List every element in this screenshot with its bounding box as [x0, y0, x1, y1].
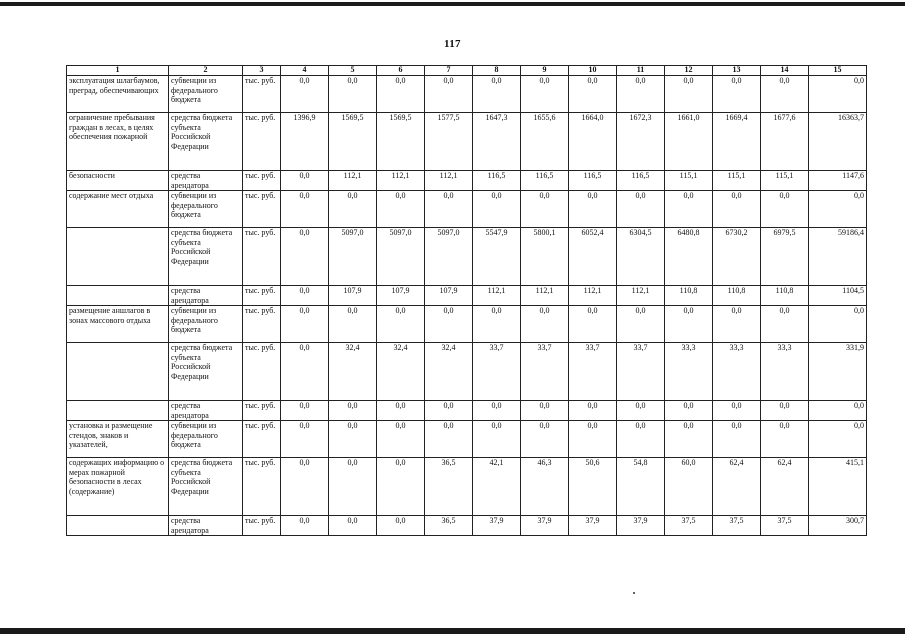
year-value-cell: 115,1 — [713, 171, 761, 191]
year-value-cell: 0,0 — [329, 516, 377, 536]
year-value-cell: 116,5 — [617, 171, 665, 191]
year-value-cell: 107,9 — [425, 286, 473, 306]
funding-source-cell: субвенции из федерального бюджета — [169, 191, 243, 228]
year-value-cell: 0,0 — [761, 76, 809, 113]
year-value-cell: 112,1 — [617, 286, 665, 306]
year-value-cell: 1677,6 — [761, 113, 809, 171]
year-value-cell: 60,0 — [665, 458, 713, 516]
year-value-cell: 112,1 — [329, 171, 377, 191]
table-row — [67, 421, 867, 458]
year-value-cell: 0,0 — [329, 421, 377, 458]
year-value-cell: 0,0 — [569, 191, 617, 228]
year-value-cell: 0,0 — [473, 421, 521, 458]
table-row — [67, 458, 867, 516]
column-number-header: 7 — [425, 66, 473, 76]
column-number-header: 1 — [67, 66, 169, 76]
column-number-header: 13 — [713, 66, 761, 76]
year-value-cell: 0,0 — [665, 421, 713, 458]
year-value-cell: 0,0 — [377, 191, 425, 228]
year-value-cell: 0,0 — [425, 76, 473, 113]
year-value-cell: 112,1 — [425, 171, 473, 191]
year-value-cell: 0,0 — [569, 306, 617, 343]
year-value-cell: 33,3 — [713, 343, 761, 401]
year-value-cell: 0,0 — [377, 306, 425, 343]
year-value-cell: 0,0 — [425, 306, 473, 343]
year-value-cell: 116,5 — [569, 171, 617, 191]
year-value-cell: 115,1 — [665, 171, 713, 191]
year-value-cell: 0,0 — [569, 76, 617, 113]
year-value-cell: 0,0 — [281, 191, 329, 228]
year-value-cell: 0,0 — [761, 306, 809, 343]
year-value-cell: 0,0 — [425, 191, 473, 228]
year-value-cell: 0,0 — [665, 76, 713, 113]
year-value-cell: 0,0 — [713, 76, 761, 113]
column-number-header: 10 — [569, 66, 617, 76]
year-value-cell: 50,6 — [569, 458, 617, 516]
column-number-header: 4 — [281, 66, 329, 76]
unit-cell: тыс. руб. — [243, 401, 281, 421]
year-value-cell: 0,0 — [281, 228, 329, 286]
table-row — [67, 113, 867, 171]
year-value-cell: 0,0 — [377, 76, 425, 113]
year-value-cell: 37,5 — [761, 516, 809, 536]
funding-table — [66, 65, 867, 536]
year-value-cell: 36,5 — [425, 516, 473, 536]
column-number-header: 5 — [329, 66, 377, 76]
year-value-cell: 5800,1 — [521, 228, 569, 286]
year-value-cell: 0,0 — [377, 421, 425, 458]
funding-source-cell: средства бюджета субъекта Российской Федерации — [169, 113, 243, 171]
year-value-cell: 36,5 — [425, 458, 473, 516]
year-value-cell: 0,0 — [281, 401, 329, 421]
funding-source-cell: субвенции из федерального бюджета — [169, 421, 243, 458]
year-value-cell: 0,0 — [425, 401, 473, 421]
year-value-cell: 33,3 — [761, 343, 809, 401]
year-value-cell: 107,9 — [329, 286, 377, 306]
year-value-cell: 110,8 — [761, 286, 809, 306]
year-value-cell: 0,0 — [521, 421, 569, 458]
year-value-cell: 110,8 — [665, 286, 713, 306]
total-value-cell: 1147,6 — [809, 171, 867, 191]
measure-description-cell: содержащих информацию о мерах пожарной безопасности в лесах (содержание) — [67, 458, 169, 516]
year-value-cell: 5097,0 — [377, 228, 425, 286]
column-number-header: 3 — [243, 66, 281, 76]
year-value-cell: 6480,8 — [665, 228, 713, 286]
year-value-cell: 54,8 — [617, 458, 665, 516]
year-value-cell: 0,0 — [281, 306, 329, 343]
year-value-cell: 6730,2 — [713, 228, 761, 286]
year-value-cell: 0,0 — [713, 401, 761, 421]
year-value-cell: 0,0 — [569, 421, 617, 458]
year-value-cell: 0,0 — [521, 306, 569, 343]
year-value-cell: 32,4 — [377, 343, 425, 401]
year-value-cell: 33,7 — [569, 343, 617, 401]
table-row — [67, 516, 867, 536]
year-value-cell: 37,9 — [521, 516, 569, 536]
measure-description-cell: размещение аншлагов в зонах массового отдыха — [67, 306, 169, 343]
measure-description-cell — [67, 228, 169, 286]
measure-description-cell: безопасности — [67, 171, 169, 191]
year-value-cell: 0,0 — [617, 401, 665, 421]
unit-cell: тыс. руб. — [243, 306, 281, 343]
total-value-cell: 331,9 — [809, 343, 867, 401]
column-number-header: 11 — [617, 66, 665, 76]
total-value-cell: 0,0 — [809, 191, 867, 228]
total-value-cell: 0,0 — [809, 76, 867, 113]
year-value-cell: 112,1 — [377, 171, 425, 191]
total-value-cell: 0,0 — [809, 401, 867, 421]
table-row — [67, 171, 867, 191]
column-number-header: 14 — [761, 66, 809, 76]
funding-source-cell: субвенции из федерального бюджета — [169, 76, 243, 113]
column-number-row — [67, 66, 867, 76]
bottom-rule — [0, 628, 905, 634]
year-value-cell: 0,0 — [329, 458, 377, 516]
table-row — [67, 286, 867, 306]
year-value-cell: 0,0 — [377, 516, 425, 536]
scan-speck — [633, 592, 635, 594]
funding-source-cell: средства арендатора — [169, 171, 243, 191]
year-value-cell: 0,0 — [377, 401, 425, 421]
unit-cell: тыс. руб. — [243, 343, 281, 401]
unit-cell: тыс. руб. — [243, 421, 281, 458]
column-number-header: 12 — [665, 66, 713, 76]
year-value-cell: 0,0 — [665, 401, 713, 421]
page-number: 117 — [444, 38, 461, 50]
year-value-cell: 0,0 — [761, 421, 809, 458]
year-value-cell: 0,0 — [425, 421, 473, 458]
unit-cell: тыс. руб. — [243, 113, 281, 171]
measure-description-cell — [67, 401, 169, 421]
year-value-cell: 0,0 — [665, 191, 713, 228]
year-value-cell: 0,0 — [713, 421, 761, 458]
year-value-cell: 62,4 — [761, 458, 809, 516]
year-value-cell: 0,0 — [617, 306, 665, 343]
total-value-cell: 1104,5 — [809, 286, 867, 306]
year-value-cell: 1661,0 — [665, 113, 713, 171]
year-value-cell: 0,0 — [521, 76, 569, 113]
year-value-cell: 116,5 — [473, 171, 521, 191]
year-value-cell: 116,5 — [521, 171, 569, 191]
year-value-cell: 0,0 — [665, 306, 713, 343]
year-value-cell: 0,0 — [617, 191, 665, 228]
table-row — [67, 228, 867, 286]
measure-description-cell: установка и размещение стендов, знаков и указателей, — [67, 421, 169, 458]
year-value-cell: 0,0 — [521, 401, 569, 421]
measure-description-cell: содержание мест отдыха — [67, 191, 169, 228]
year-value-cell: 1569,5 — [377, 113, 425, 171]
top-rule — [0, 2, 905, 6]
funding-source-cell: средства бюджета субъекта Российской Федерации — [169, 458, 243, 516]
funding-source-cell: средства арендатора — [169, 401, 243, 421]
total-value-cell: 59186,4 — [809, 228, 867, 286]
measure-description-cell: эксплуатация шлагбаумов, преград, обеспечивающих — [67, 76, 169, 113]
unit-cell: тыс. руб. — [243, 286, 281, 306]
year-value-cell: 0,0 — [473, 401, 521, 421]
column-number-header: 9 — [521, 66, 569, 76]
total-value-cell: 415,1 — [809, 458, 867, 516]
table-row — [67, 76, 867, 113]
year-value-cell: 6979,5 — [761, 228, 809, 286]
year-value-cell: 0,0 — [281, 343, 329, 401]
year-value-cell: 1647,3 — [473, 113, 521, 171]
year-value-cell: 0,0 — [617, 421, 665, 458]
total-value-cell: 0,0 — [809, 306, 867, 343]
year-value-cell: 112,1 — [569, 286, 617, 306]
total-value-cell: 300,7 — [809, 516, 867, 536]
year-value-cell: 1669,4 — [713, 113, 761, 171]
year-value-cell: 112,1 — [473, 286, 521, 306]
table-row — [67, 306, 867, 343]
unit-cell: тыс. руб. — [243, 191, 281, 228]
year-value-cell: 0,0 — [761, 191, 809, 228]
measure-description-cell — [67, 343, 169, 401]
column-number-header: 2 — [169, 66, 243, 76]
measure-description-cell: ограничение пребывания граждан в лесах, в целях обеспечения пожарной — [67, 113, 169, 171]
column-number-header: 8 — [473, 66, 521, 76]
year-value-cell: 0,0 — [281, 76, 329, 113]
year-value-cell: 5547,9 — [473, 228, 521, 286]
year-value-cell: 1664,0 — [569, 113, 617, 171]
year-value-cell: 0,0 — [761, 401, 809, 421]
year-value-cell: 32,4 — [329, 343, 377, 401]
measure-description-cell — [67, 516, 169, 536]
funding-source-cell: средства бюджета субъекта Российской Федерации — [169, 343, 243, 401]
year-value-cell: 0,0 — [329, 306, 377, 343]
year-value-cell: 5097,0 — [425, 228, 473, 286]
column-number-header: 6 — [377, 66, 425, 76]
year-value-cell: 0,0 — [713, 191, 761, 228]
total-value-cell: 0,0 — [809, 421, 867, 458]
year-value-cell: 42,1 — [473, 458, 521, 516]
year-value-cell: 46,3 — [521, 458, 569, 516]
total-value-cell: 16363,7 — [809, 113, 867, 171]
year-value-cell: 37,9 — [569, 516, 617, 536]
year-value-cell: 1569,5 — [329, 113, 377, 171]
year-value-cell: 0,0 — [329, 191, 377, 228]
year-value-cell: 0,0 — [281, 171, 329, 191]
year-value-cell: 112,1 — [521, 286, 569, 306]
year-value-cell: 0,0 — [329, 76, 377, 113]
year-value-cell: 1577,5 — [425, 113, 473, 171]
year-value-cell: 33,7 — [617, 343, 665, 401]
year-value-cell: 0,0 — [473, 191, 521, 228]
year-value-cell: 33,7 — [473, 343, 521, 401]
year-value-cell: 0,0 — [713, 306, 761, 343]
year-value-cell: 32,4 — [425, 343, 473, 401]
year-value-cell: 0,0 — [473, 306, 521, 343]
year-value-cell: 0,0 — [473, 76, 521, 113]
unit-cell: тыс. руб. — [243, 228, 281, 286]
funding-source-cell: субвенции из федерального бюджета — [169, 306, 243, 343]
year-value-cell: 6052,4 — [569, 228, 617, 286]
year-value-cell: 0,0 — [329, 401, 377, 421]
year-value-cell: 37,5 — [713, 516, 761, 536]
year-value-cell: 37,9 — [617, 516, 665, 536]
year-value-cell: 110,8 — [713, 286, 761, 306]
year-value-cell: 0,0 — [521, 191, 569, 228]
year-value-cell: 0,0 — [281, 421, 329, 458]
year-value-cell: 1396,9 — [281, 113, 329, 171]
funding-source-cell: средства арендатора — [169, 516, 243, 536]
table-row — [67, 401, 867, 421]
year-value-cell: 115,1 — [761, 171, 809, 191]
year-value-cell: 1672,3 — [617, 113, 665, 171]
measure-description-cell — [67, 286, 169, 306]
table-row — [67, 343, 867, 401]
year-value-cell: 0,0 — [569, 401, 617, 421]
year-value-cell: 0,0 — [377, 458, 425, 516]
unit-cell: тыс. руб. — [243, 516, 281, 536]
year-value-cell: 37,9 — [473, 516, 521, 536]
unit-cell: тыс. руб. — [243, 76, 281, 113]
year-value-cell: 33,7 — [521, 343, 569, 401]
funding-source-cell: средства арендатора — [169, 286, 243, 306]
year-value-cell: 107,9 — [377, 286, 425, 306]
year-value-cell: 1655,6 — [521, 113, 569, 171]
year-value-cell: 62,4 — [713, 458, 761, 516]
year-value-cell: 0,0 — [281, 516, 329, 536]
year-value-cell: 0,0 — [617, 76, 665, 113]
unit-cell: тыс. руб. — [243, 171, 281, 191]
year-value-cell: 5097,0 — [329, 228, 377, 286]
column-number-header: 15 — [809, 66, 867, 76]
year-value-cell: 0,0 — [281, 458, 329, 516]
unit-cell: тыс. руб. — [243, 458, 281, 516]
year-value-cell: 0,0 — [281, 286, 329, 306]
year-value-cell: 37,5 — [665, 516, 713, 536]
year-value-cell: 33,3 — [665, 343, 713, 401]
funding-source-cell: средства бюджета субъекта Российской Федерации — [169, 228, 243, 286]
table-row — [67, 191, 867, 228]
year-value-cell: 6304,5 — [617, 228, 665, 286]
